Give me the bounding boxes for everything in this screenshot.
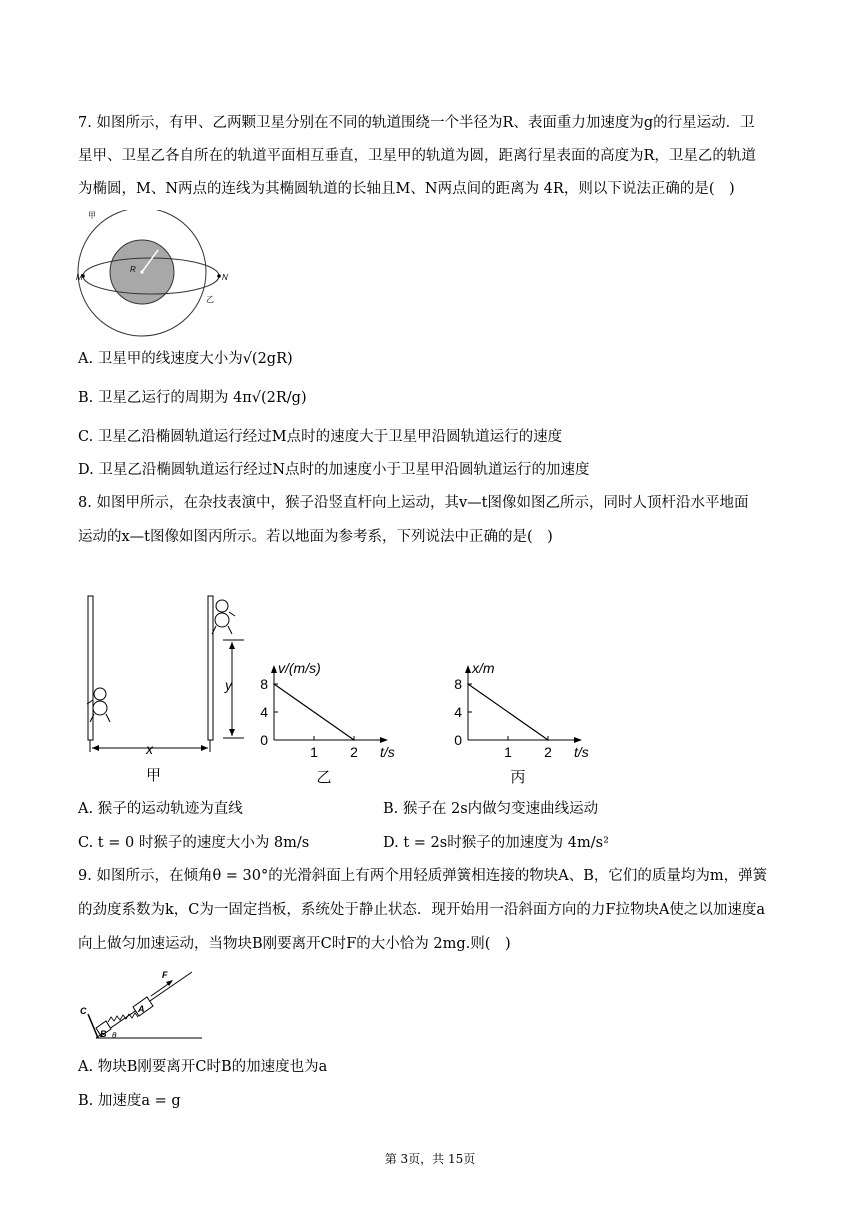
chart-bing-ytick-label-4: 4 — [454, 704, 462, 720]
chart-bing — [454, 660, 589, 786]
q9-line-2: 的劲度系数为k，C为一固定挡板，系统处于静止状态．现开始用一沿斜面方向的力F拉物块A使之以加速度a — [78, 902, 766, 918]
q9-line-3: 向上做匀加速运动，当物块B刚要离开C时F的大小恰为 2mg.则( ) — [78, 936, 511, 952]
q8-option-a: A. 猴子的运动轨迹为直线 — [78, 801, 243, 817]
chart-bing-y-arrow — [465, 665, 471, 673]
label-M: M — [76, 273, 83, 282]
chart-yi-xtick-label-2: 2 — [350, 744, 358, 760]
q9-option-a: A. 物块B刚要离开C时B的加速度也为a — [78, 1059, 328, 1075]
chart-yi-ytick-label-4: 4 — [260, 704, 268, 720]
q8-option-d: D. t = 2s时猴子的加速度为 4m/s² — [383, 835, 609, 851]
chart-bing-ytick-label-8: 8 — [454, 676, 462, 692]
q7-orbit-figure — [76, 210, 236, 340]
q7-option-a: A. 卫星甲的线速度大小为√(2gR) — [78, 351, 293, 367]
q9-incline-figure — [76, 966, 206, 1046]
chart-bing-point-0 — [467, 683, 469, 685]
q7-line-2: 星甲、卫星乙各自所在的轨道平面相互垂直，卫星甲的轨道为圆，距离行星表面的高度为R，卫星乙的轨道 — [78, 148, 756, 164]
q8-option-c: C. t = 0 时猴子的速度大小为 8m/s — [78, 835, 310, 851]
label-x: x — [146, 741, 153, 757]
q9-line-1: 9. 如图所示，在倾角θ = 30°的光滑斜面上有两个用轻质弹簧相连接的物块A、B，它们的质量均为m，弹簧 — [78, 868, 768, 884]
chart-yi-xtick-label-1: 1 — [310, 744, 318, 760]
caption-jia: 甲 — [146, 767, 162, 784]
chart-bing-title: 丙 — [510, 769, 526, 786]
monkey-icon-high — [212, 600, 235, 634]
label-theta: θ — [112, 1031, 117, 1040]
q9-option-b: B. 加速度a = g — [78, 1093, 181, 1109]
chart-bing-xtick-label-2: 2 — [544, 744, 552, 760]
label-A: A — [138, 1004, 145, 1014]
label-C: C — [80, 1006, 87, 1016]
label-jia: 甲 — [88, 211, 96, 220]
chart-yi-y-arrow — [271, 665, 277, 673]
chart-bing-xlabel: t/s — [574, 744, 589, 760]
chart-yi-point-0 — [273, 683, 275, 685]
chart-bing-ylabel: x/m — [472, 660, 495, 676]
chart-yi-ylabel: v/(m/s) — [278, 660, 321, 676]
chart-yi-ytick-label-0: 0 — [260, 732, 268, 748]
q8-figure — [78, 590, 638, 790]
chart-yi-x-arrow — [380, 737, 388, 743]
chart-yi-xlabel: t/s — [380, 744, 395, 760]
chart-bing-x-arrow — [574, 737, 582, 743]
chart-bing-series-line — [468, 684, 548, 740]
chart-yi-title: 乙 — [316, 769, 332, 786]
chart-yi-series-line — [274, 684, 354, 740]
q7-line-1: 7. 如图所示，有甲、乙两颗卫星分别在不同的轨道围绕一个半径为R、表面重力加速度为g的行星运动．卫 — [78, 115, 755, 131]
q7-option-b: B. 卫星乙运行的周期为 4π√(2R/g) — [78, 390, 307, 406]
label-R: R — [130, 265, 136, 274]
chart-bing-ytick-label-0: 0 — [454, 732, 462, 748]
chart-yi-ytick-label-8: 8 — [260, 676, 268, 692]
chart-yi — [260, 660, 395, 786]
label-y: y — [225, 677, 232, 693]
label-yi: 乙 — [206, 295, 214, 304]
label-B: B — [100, 1029, 107, 1039]
q8-line-2: 运动的x—t图像如图丙所示。若以地面为参考系，下列说法中正确的是( ) — [78, 529, 553, 545]
page-footer: 第 3页，共 15页 — [384, 1152, 476, 1166]
q8-line-1: 8. 如图甲所示，在杂技表演中，猴子沿竖直杆向上运动，其v—t图像如图乙所示，同时人顶杆沿水平地面 — [78, 495, 749, 511]
label-F: F — [162, 970, 168, 980]
chart-yi-point-1 — [353, 739, 355, 741]
q7-option-d: D. 卫星乙沿椭圆轨道运行经过N点时的加速度小于卫星甲沿圆轨道运行的加速度 — [78, 462, 590, 478]
q7-option-c: C. 卫星乙沿椭圆轨道运行经过M点时的速度大于卫星甲沿圆轨道运行的速度 — [78, 429, 563, 445]
label-N: N — [222, 273, 228, 282]
chart-bing-xtick-label-1: 1 — [504, 744, 512, 760]
q8-option-b: B. 猴子在 2s内做匀变速曲线运动 — [383, 801, 599, 817]
chart-bing-point-1 — [547, 739, 549, 741]
q7-line-3: 为椭圆，M、N两点的连线为其椭圆轨道的长轴且M、N两点间的距离为 4R，则以下说法正确的是( ) — [78, 181, 735, 197]
